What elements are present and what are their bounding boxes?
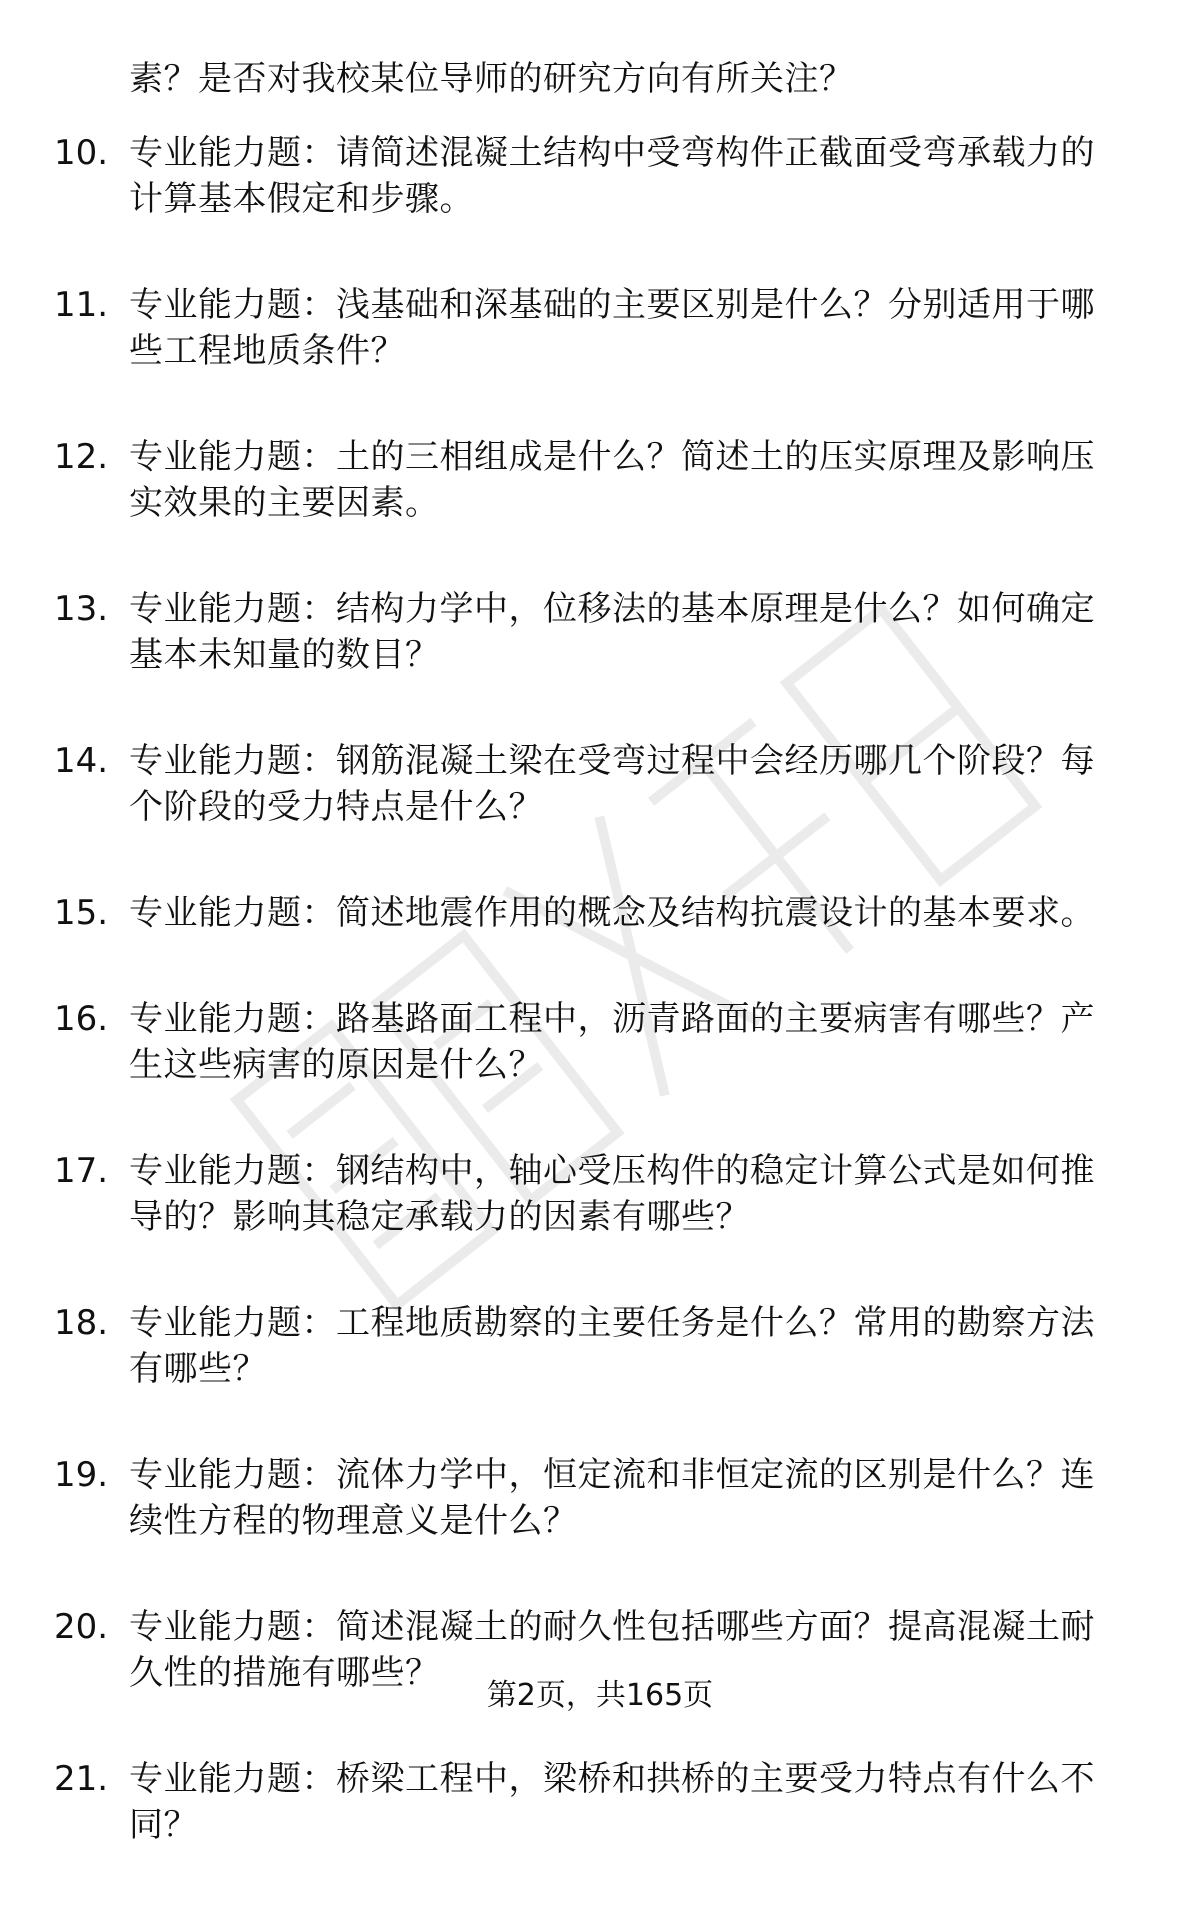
question-text: 专业能力题：土的三相组成是什么？简述土的压实原理及影响压实效果的主要因素。	[129, 437, 1095, 523]
question-number: 19.	[54, 1455, 109, 1495]
list-item	[54, 738, 1134, 830]
question-number: 14.	[54, 741, 109, 781]
question-text: 专业能力题：钢结构中，轴心受压构件的稳定计算公式是如何推导的？影响其稳定承载力的因素有哪些？	[129, 1151, 1095, 1237]
list-item	[54, 586, 1134, 678]
list-item	[54, 434, 1134, 526]
question-text: 专业能力题：简述混凝土的耐久性包括哪些方面？提高混凝土耐久性的措施有哪些？	[129, 1607, 1095, 1693]
question-text: 专业能力题：桥梁工程中，梁桥和拱桥的主要受力特点有什么不同？	[129, 1759, 1095, 1845]
question-text: 专业能力题：浅基础和深基础的主要区别是什么？分别适用于哪些工程地质条件？	[129, 285, 1095, 371]
question-number: 18.	[54, 1303, 109, 1343]
question-number: 21.	[54, 1759, 109, 1799]
question-number: 15.	[54, 893, 109, 933]
list-item	[54, 1756, 1134, 1848]
question-text: 专业能力题：简述地震作用的概念及结构抗震设计的基本要求。	[129, 893, 1095, 933]
list-item	[54, 996, 1134, 1088]
list-item	[54, 1148, 1134, 1240]
question-number: 16.	[54, 999, 109, 1039]
question-number: 17.	[54, 1151, 109, 1191]
question-list	[54, 130, 1134, 1908]
question-number: 12.	[54, 437, 109, 477]
list-item	[54, 1452, 1134, 1544]
page-footer: 第2页，共165页	[486, 1678, 714, 1713]
list-item	[54, 890, 1134, 936]
continuation-text: 素？是否对我校某位导师的研究方向有所关注？	[129, 59, 854, 99]
question-text: 专业能力题：路基路面工程中，沥青路面的主要病害有哪些？产生这些病害的原因是什么？	[129, 999, 1095, 1085]
question-text: 专业能力题：工程地质勘察的主要任务是什么？常用的勘察方法有哪些？	[129, 1303, 1095, 1389]
list-item	[54, 1300, 1134, 1392]
question-number: 10.	[54, 133, 109, 173]
question-number: 13.	[54, 589, 109, 629]
question-number: 11.	[54, 285, 109, 325]
question-text: 专业能力题：结构力学中，位移法的基本原理是什么？如何确定基本未知量的数目？	[129, 589, 1095, 675]
list-item	[54, 282, 1134, 374]
question-text: 专业能力题：流体力学中，恒定流和非恒定流的区别是什么？连续性方程的物理意义是什么？	[129, 1455, 1095, 1541]
question-number: 20.	[54, 1607, 109, 1647]
question-text: 专业能力题：请简述混凝土结构中受弯构件正截面受弯承载力的计算基本假定和步骤。	[129, 133, 1095, 219]
question-text: 专业能力题：钢筋混凝土梁在受弯过程中会经历哪几个阶段？每个阶段的受力特点是什么？	[129, 741, 1095, 827]
list-item	[54, 130, 1134, 222]
